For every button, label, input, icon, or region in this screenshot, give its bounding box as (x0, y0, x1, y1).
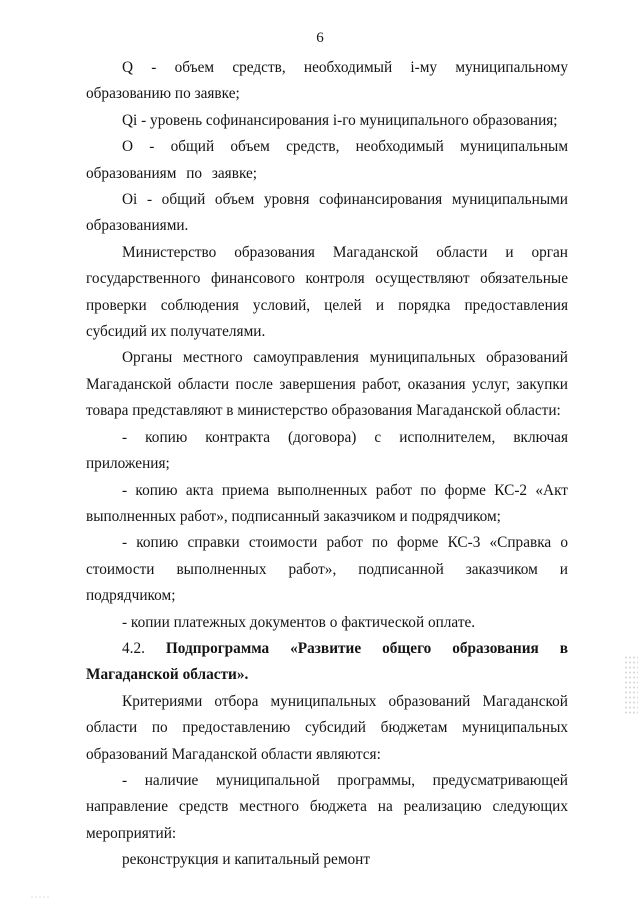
paragraph-selection-criteria: Критериями отбора муниципальных образований Магаданской области по предоставлению субсидий бюджетам муниципальных образований Магаданской области являются: (86, 692, 568, 763)
paragraph-o-definition: О - общий объем средств, необходимый муниципальным образованиям по заявке; (86, 138, 568, 182)
list-item-contract-copy: - копию контракта (договора) с исполнителем, включая приложения; (86, 428, 568, 473)
scan-noise-dots-bottom (30, 895, 50, 899)
document-body (86, 55, 568, 874)
list-item-ks3-certificate: - копию справки стоимости работ по форме КС-3 «Справка о стоимости выполненных работ», подписанной заказчиком и подрядчиком; (86, 534, 568, 605)
list-item-municipal-program: - наличие муниципальной программы, предусматривающей направление средств местного бюджета на реализацию следующих мероприятий: (86, 771, 568, 842)
paragraph-ministry-checks: Министерство образования Магаданской области и орган государственного финансового контроля осуществляют обязательные проверки соблюдения условий, целей и порядка предоставления субсидий их получателями. (86, 243, 568, 341)
paragraph-oi-definition: Oi - общий объем уровня софинансирования муниципальными образованиями. (86, 191, 568, 235)
section-number: 4.2. (122, 639, 145, 657)
list-item-ks2-act: - копию акта приема выполненных работ по форме КС-2 «Акт выполненных работ», подписанный заказчиком и подрядчиком; (86, 481, 568, 525)
scan-noise-dots (624, 655, 638, 715)
page-number: 6 (316, 30, 324, 46)
list-item-payment-documents: - копии платежных документов о фактической оплате. (122, 613, 476, 631)
section-title: Подпрограмма «Развитие общего образования в Магаданской области». (86, 639, 569, 684)
paragraph-local-authorities: Органы местного самоуправления муниципальных образований Магаданской области после завершения работ, оказания услуг, закупки товара представляют в министерство образования Магаданской области: (86, 349, 568, 420)
paragraph-qi-definition: Qi - уровень софинансирования i-го муниципального образования; (122, 111, 558, 129)
paragraph-reconstruction: реконструкция и капитальный ремонт (122, 851, 371, 869)
paragraph-q-definition: Q - объем средств, необходимый i-му муниципальному образованию по заявке; (86, 59, 568, 103)
section-heading (86, 636, 568, 689)
